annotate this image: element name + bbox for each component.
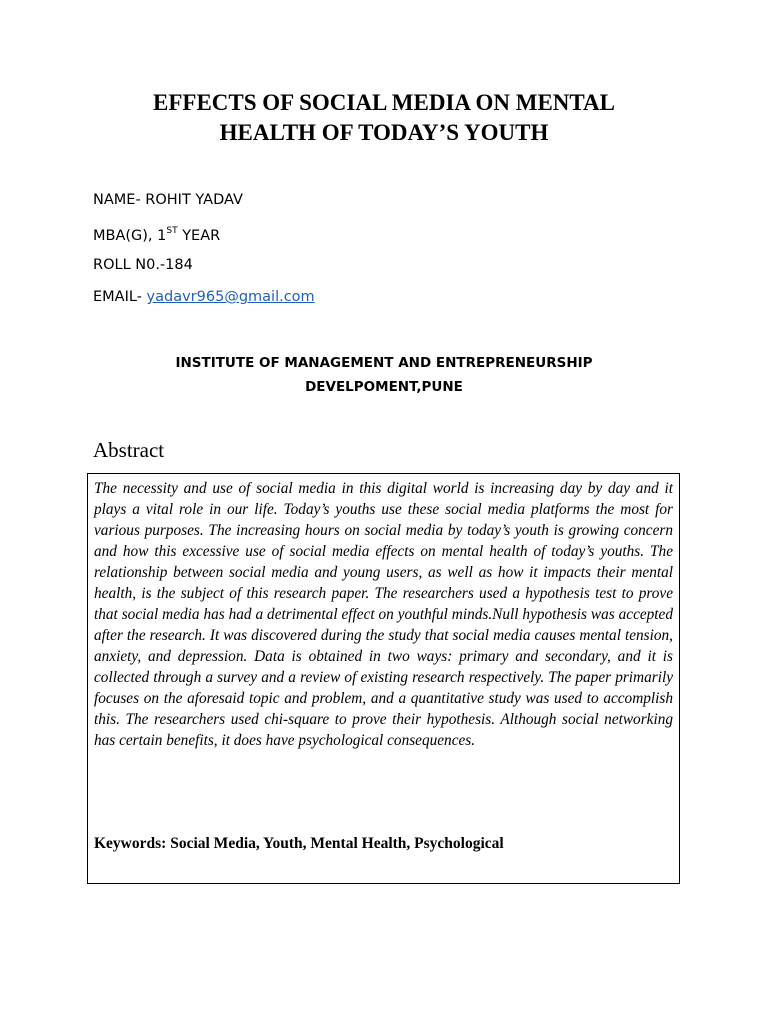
paper-title — [60, 88, 708, 148]
course-suffix: YEAR — [177, 227, 221, 244]
keywords: Keywords: Social Media, Youth, Mental Health, Psychological — [94, 835, 504, 852]
email-label: EMAIL- — [93, 289, 147, 305]
course-superscript: ST — [166, 226, 178, 236]
institute-line-1: INSTITUTE OF MANAGEMENT AND ENTREPRENEURSHIP — [175, 355, 593, 371]
abstract-heading: Abstract — [93, 438, 165, 462]
abstract-box — [87, 473, 680, 884]
institute-name — [60, 351, 708, 399]
paper-title-line-1: EFFECTS OF SOCIAL MEDIA ON MENTAL — [153, 90, 615, 115]
email-link[interactable]: yadavr965@gmail.com — [146, 289, 315, 305]
author-roll-number: ROLL N0.-184 — [93, 257, 193, 273]
paper-title-line-2: HEALTH OF TODAY’S YOUTH — [219, 120, 549, 145]
institute-line-2: DEVELPOMENT,PUNE — [305, 379, 463, 395]
author-course — [93, 222, 220, 246]
author-name: NAME- ROHIT YADAV — [93, 192, 243, 208]
abstract-body: The necessity and use of social media in this digital world is increasing day by day and it plays a vital role in our life. Today’s youths use these social media platforms the most for various purposes. The increasing hours on social media by today’s youth is growing concern and how this excessive use of social media effects on mental health of today’s youths. The relationship between social media and young users, as well as how it impacts their mental health, is the subject of this research paper. The researchers used a hypothesis test to prove that social media has had a detrimental effect on youthful minds.Null hypothesis was accepted after the research. It was discovered during the study that social media causes mental tension, anxiety, and depression. Data is obtained in two ways: primary and secondary, and it is collected through a survey and a review of existing research respectively. The paper primarily focuses on the aforesaid topic and problem, and a quantitative study was used to accomplish this. The researchers used chi-square to prove their hypothesis. Although social networking has certain benefits, it does have psychological consequences. — [94, 480, 673, 749]
author-email — [93, 287, 315, 307]
course-prefix: MBA(G), 1 — [93, 227, 167, 244]
